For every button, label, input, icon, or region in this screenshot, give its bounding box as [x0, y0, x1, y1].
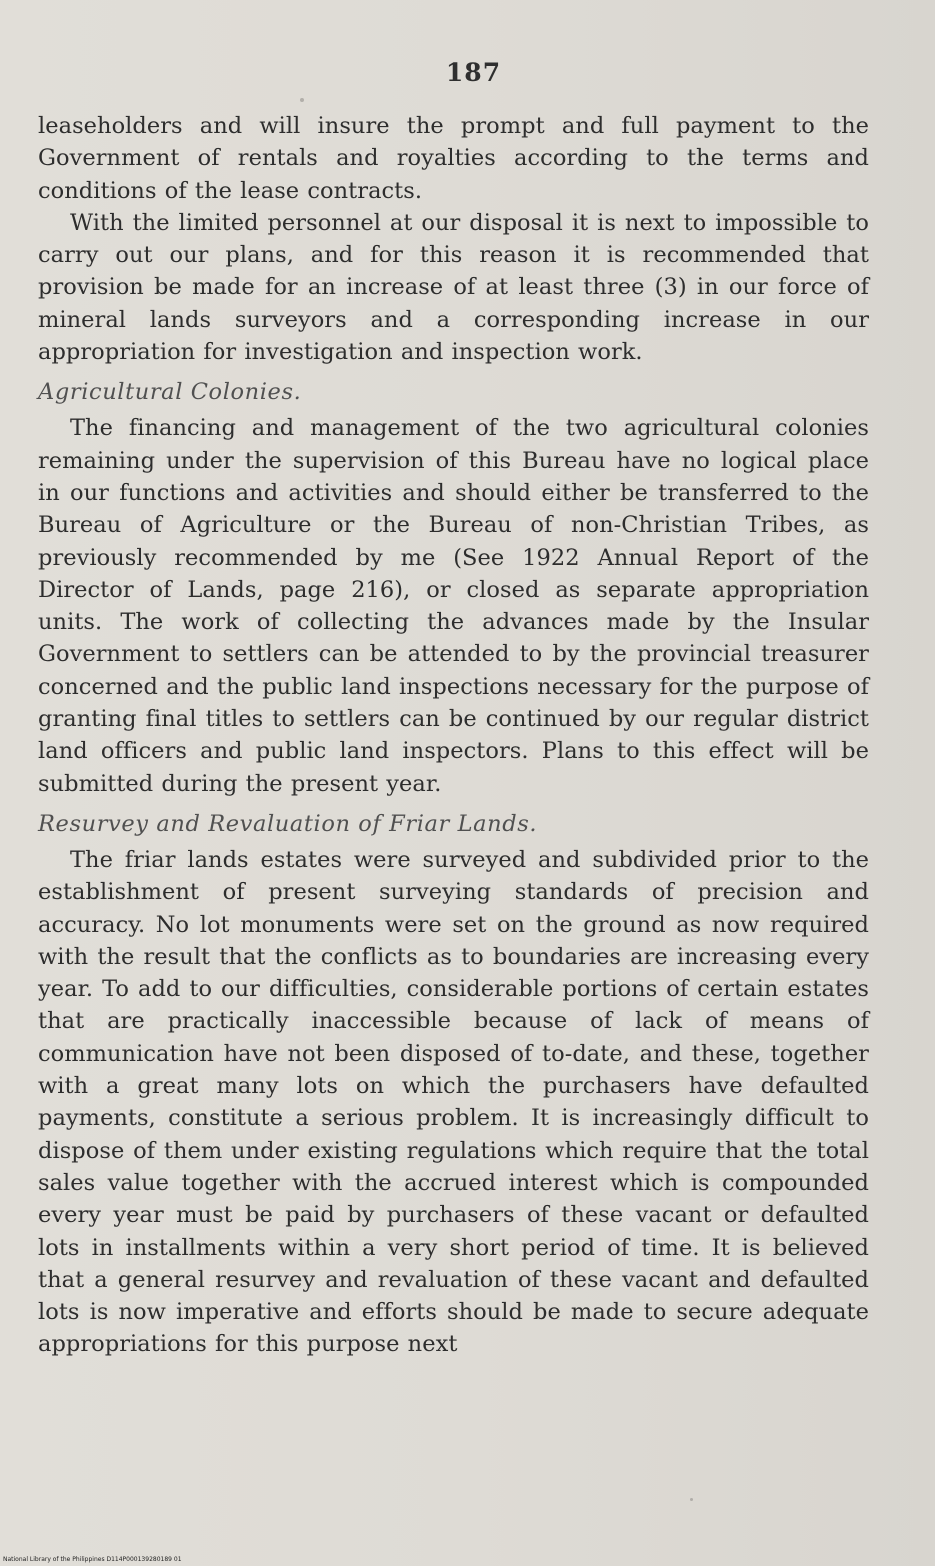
- paragraph-leaseholders: leaseholders and will insure the prompt and full payment to the Government of rentals and royalties according to the terms and conditions of the lease contracts.: [38, 113, 869, 204]
- paragraph-limited-personnel: With the limited personnel at our disposal it is next to impossible to carry out our plans, and for this reason it is recommended that provision be made for an increase of at least three (3) in our force of mineral lands surveyors and a corresponding increase in our appropriation for investigation and inspection work.: [38, 209, 869, 366]
- section-heading-agricultural-colonies: Agricultural Colonies.: [38, 379, 302, 406]
- paragraph-agricultural-colonies: The financing and management of the two agricultural colonies remaining under the supervision of this Bureau have no logical place in our functions and activities and should either be transferred to the Bureau of Agriculture or the Bureau of non-Christian Tribes, as previously recommended by me (See 1922 Annual Report of the Director of Lands, page 216), or closed as separate appropriation units. The work of collecting the advances made by the Insular Government to settlers can be attended to by the provincial treasurer concerned and the public land inspections necessary for the purpose of granting final titles to settlers can be continued by our regular district land officers and public land inspectors. Plans to this effect will be submitted during the present year.: [38, 415, 869, 797]
- paragraph-friar-lands: The friar lands estates were surveyed and subdivided prior to the establishment of present surveying standards of precision and accuracy. No lot monuments were set on the ground as now required with the result that the conflicts as to boundaries are increasing every year. To add to our difficulties, considerable portions of certain estates that are practically inaccessible because of lack of means of communication have not been disposed of to-date, and these, together with a great many lots on which the purchasers have defaulted payments, constitute a serious problem. It is increasingly difficult to dispose of them under existing regulations which require that the total sales value together with the accrued interest which is compounded every year must be paid by purchasers of these vacant or defaulted lots in installments within a very short period of time. It is believed that a general resurvey and revaluation of these vacant and defaulted lots is now imperative and efforts should be made to secure adequate appropriations for this purpose next: [38, 846, 869, 1358]
- section-heading-friar-lands: Resurvey and Revaluation of Friar Lands.: [38, 810, 538, 837]
- paper-speck: [300, 98, 304, 102]
- scan-footer-caption: National Library of the Philippines D114P000139280189 01: [3, 1556, 182, 1563]
- paper-speck: [690, 1498, 693, 1501]
- page-number: 187: [445, 58, 502, 87]
